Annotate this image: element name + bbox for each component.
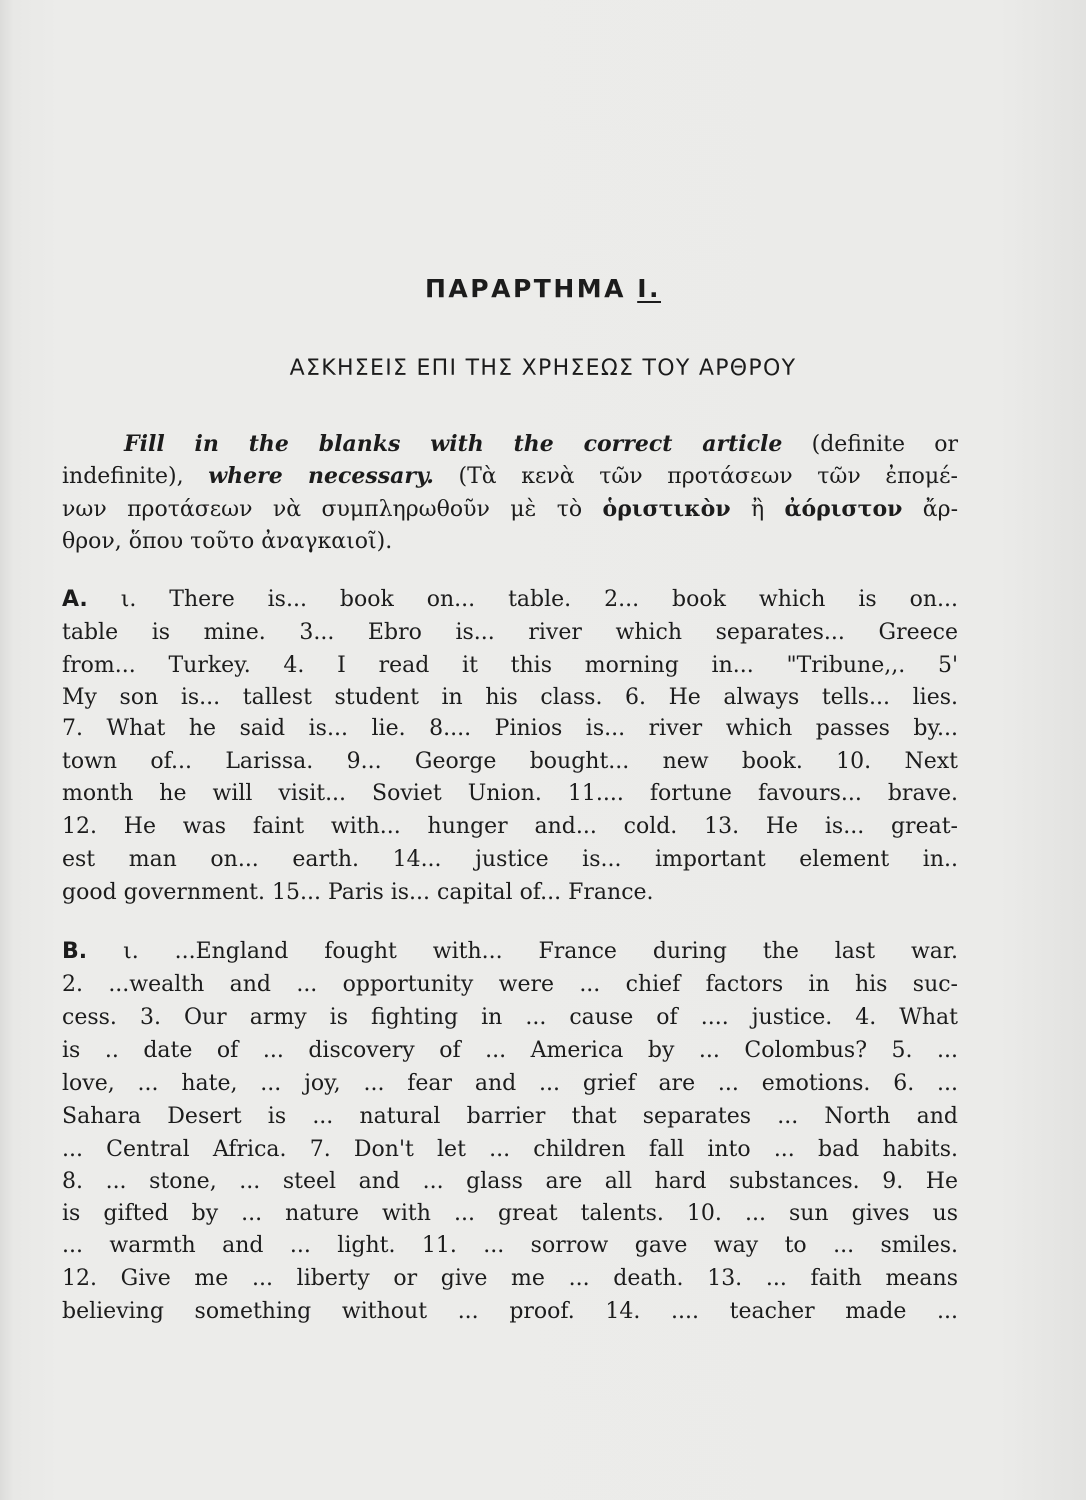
exercise-b-text: ι. ...England fought with... France during the last war. [123, 939, 958, 964]
page-subtitle: ΑΣΚΗΣΕΙΣ ΕΠΙ ΤΗΣ ΧΡΗΣΕΩΣ ΤΟΥ ΑΡΘΡΟΥ [289, 356, 797, 381]
exercise-b-line: Sahara Desert is ... natural barrier that separates ... North and [62, 1104, 958, 1129]
exercise-a-line: est man on... earth. 14... justice is... important element in.. [62, 847, 958, 872]
exercise-b-line-1 [62, 936, 958, 968]
exercise-b-line: believing something without ... proof. 14. .... teacher made ... [62, 1299, 958, 1324]
exercise-a-text: ι. There is... book on... table. 2... book which is on... [120, 587, 958, 612]
page-title [0, 274, 1086, 303]
exercise-b-line: ... warmth and ... light. 11. ... sorrow gave way to ... smiles. [62, 1233, 958, 1258]
exercise-b-line: 8. ... stone, ... steel and ... glass are all hard substances. 9. He [62, 1169, 958, 1194]
instruction-line-1 [124, 428, 958, 461]
exercise-b-label: B. [62, 939, 88, 964]
exercise-a-line-1 [62, 584, 958, 616]
exercise-b-line: ... Central Africa. 7. Don't let ... children fall into ... bad habits. [62, 1137, 958, 1162]
instruction-line-3 [62, 493, 958, 526]
exercise-a-line: town of... Larissa. 9... George bought... new book. 10. Next [62, 749, 958, 774]
exercise-a-line: month he will visit... Soviet Union. 11.... fortune favours... brave. [62, 781, 958, 806]
exercise-b-line: love, ... hate, ... joy, ... fear and ... grief are ... emotions. 6. ... [62, 1071, 958, 1096]
instruction-bold-term: ἀόριστον [784, 496, 903, 522]
title-numeral: I. [637, 274, 661, 303]
exercise-b-line: 12. Give me ... liberty or give me ... death. 13. ... faith means [62, 1266, 958, 1291]
exercise-b-line: is .. date of ... discovery of ... America by ... Colombus? 5. ... [62, 1038, 958, 1063]
exercise-a-line: from... Turkey. 4. I read it this morning in... "Tribune,,. 5' [62, 653, 958, 678]
exercise-a-label: A. [62, 587, 88, 612]
instruction-line-4: θρον, ὅπου τοῦτο ἀναγκαιοῖ). [62, 529, 393, 554]
exercise-a-line: 7. What he said is... lie. 8.... Pinios is... river which passes by... [62, 716, 958, 741]
exercise-a-line: My son is... tallest student in his class. 6. He always tells... lies. [62, 685, 958, 710]
instruction-greek: ἄρ- [922, 497, 959, 522]
instruction-line-2 [62, 460, 958, 493]
instruction-greek: νων προτάσεων νὰ συμπληρωθοῦν μὲ τὸ [62, 497, 583, 522]
exercise-b-line: cess. 3. Our army is fighting in ... cause of .... justice. 4. What [62, 1005, 958, 1030]
instruction-italic: Fill in the blanks with the correct article [124, 431, 783, 457]
instruction-bold-term: ὁριστικὸν [602, 496, 731, 522]
instruction-text: indefinite), [62, 464, 184, 489]
instruction-greek: (Τὰ κενὰ τῶν προτάσεων τῶν ἐπομέ- [458, 464, 958, 489]
instruction-greek: ἢ [750, 497, 765, 522]
exercise-b-line: 2. ...wealth and ... opportunity were ... chief factors in his suc- [62, 972, 958, 997]
exercise-a-line: 12. He was faint with... hunger and... cold. 13. He is... great- [62, 814, 958, 839]
title-word: ΠΑΡΑΡΤΗΜΑ [425, 274, 626, 303]
exercise-a-line: good government. 15... Paris is... capital of... France. [62, 880, 654, 905]
exercise-b-line: is gifted by ... nature with ... great talents. 10. ... sun gives us [62, 1201, 958, 1226]
instruction-text: (definite or [811, 432, 958, 457]
instruction-italic: where necessary. [208, 463, 434, 489]
exercise-a-line: table is mine. 3... Ebro is... river which separates... Greece [62, 620, 958, 645]
